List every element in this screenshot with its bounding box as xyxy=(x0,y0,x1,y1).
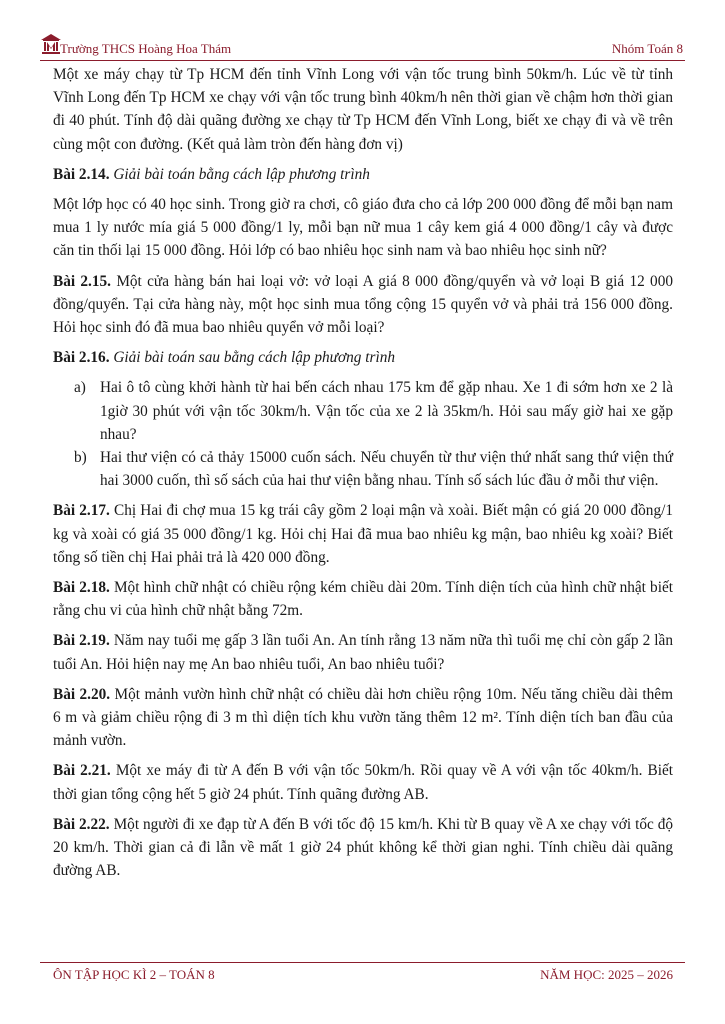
problem-2-15 xyxy=(53,270,673,340)
intro-problem: Một xe máy chạy từ Tp HCM đến tỉnh Vĩnh Long với vận tốc trung bình 50km/h. Lúc về từ tỉnh Vĩnh Long đến Tp HCM xe chạy với vận tốc trung bình 40km/h nên thời gian về chậm hơn thời gian đi 40 phút. Tính độ dài quãng đường xe chạy từ Tp HCM đến Vĩnh Long, biết xe chạy đi và về trên cùng một con đường. (Kết quả làm tròn đến hàng đơn vị) xyxy=(53,66,673,153)
problem-label: Bài 2.15. xyxy=(53,272,111,290)
school-name: Trường THCS Hoàng Hoa Thám xyxy=(60,41,232,56)
problem-instruction: Giải bài toán sau bằng cách lập phương trình xyxy=(113,349,396,367)
problem-text: Chị Hai đi chợ mua 15 kg trái cây gồm 2 loại mận và xoài. Biết mận có giá 20 000 đồng/1 kg và xoài có giá 35 000 đồng/1 kg. Hỏi chị Hai đã mua bao nhiêu kg mận, bao nhiêu kg xoài? Biết tổng số tiền chị Hai phải trả là 420 000 đồng. xyxy=(53,502,673,566)
problem-label: Bài 2.18. xyxy=(53,579,110,597)
school-logo-icon xyxy=(40,32,62,56)
footer-school-year: NĂM HỌC: 2025 – 2026 xyxy=(540,967,673,982)
problem-2-16-b xyxy=(53,446,673,492)
problem-label: Bài 2.14. xyxy=(53,165,110,183)
problem-text: Một xe máy đi từ A đến B với vận tốc 50km/h. Rồi quay về A với vận tốc 40km/h. Biết thời gian tổng cộng hết 5 giờ 24 phút. Tính quãng đường AB. xyxy=(53,762,673,803)
list-marker: b) xyxy=(74,449,87,467)
problem-text: Một cửa hàng bán hai loại vở: vở loại A giá 8 000 đồng/quyển và vở loại B giá 12 000 đồng/quyển. Tại cửa hàng này, một học sinh mua tổng cộng 15 quyển vở và phải trả 156 000 đồng. Hỏi học sinh đó đã mua bao nhiêu quyển vở mỗi loại? xyxy=(53,272,673,337)
problem-2-20 xyxy=(53,683,673,753)
problem-2-14-heading xyxy=(53,163,673,186)
problem-2-19 xyxy=(53,629,673,675)
problem-text: Năm nay tuổi mẹ gấp 3 lần tuổi An. An tính rằng 13 năm nữa thì tuổi mẹ chỉ còn gấp 2 lần tuổi An. Hỏi hiện nay mẹ An bao nhiêu tuổi, An bao nhiêu tuổi? xyxy=(53,632,673,673)
problem-text: Một người đi xe đạp từ A đến B với tốc độ 15 km/h. Khi từ B quay về A xe chạy với tốc độ 20 km/h. Thời gian cả đi lẫn về mất 1 giờ 24 phút không kể thời gian nghi. Tính chiều dài quãng đường AB. xyxy=(53,815,673,880)
problem-2-22 xyxy=(53,813,673,883)
problem-label: Bài 2.20. xyxy=(53,685,111,703)
problem-label: Bài 2.21. xyxy=(53,762,111,780)
problem-2-16-heading xyxy=(53,346,673,369)
problem-2-17 xyxy=(53,499,673,569)
list-marker: a) xyxy=(74,379,86,397)
subitem-text: Hai thư viện có cả thảy 15000 cuốn sách. Nếu chuyển từ thư viện thứ nhất sang thứ viện thứ hai 3000 cuốn, thì số sách của hai thư viện bằng nhau. Tính số sách lúc đầu ở mỗi thư viện. xyxy=(100,449,673,490)
problem-2-14-text: Một lớp học có 40 học sinh. Trong giờ ra chơi, cô giáo đưa cho cả lớp 200 000 đồng để mỗi bạn nam mua 1 ly nước mía giá 5 000 đồng/1 ly, mỗi bạn nữ mua 1 cây kem giá 4 000 đồng/1 cây và được căn tin thối lại 15 000 đồng. Hỏi lớp có bao nhiêu học sinh nam và bao nhiêu học sinh nữ? xyxy=(53,196,673,260)
problem-2-16-a xyxy=(53,376,673,446)
problem-text: Một mảnh vườn hình chữ nhật có chiều dài hơn chiều rộng 10m. Nếu tăng chiều dài thêm 6 m và giảm chiều rộng đi 3 m thì diện tích khu vườn tăng thêm 12 m². Tính diện tích ban đầu của mảnh vườn. xyxy=(53,685,673,750)
footer-course: ÔN TẬP HỌC KÌ 2 – TOÁN 8 xyxy=(53,967,215,982)
subitem-text: Hai ô tô cùng khởi hành từ hai bến cách nhau 175 km để gặp nhau. Xe 1 đi sớm hơn xe 2 là 1giờ 30 phút với vận tốc 30km/h. Vận tốc của xe 2 là 35km/h. Hỏi sau mấy giờ hai xe gặp nhau? xyxy=(100,379,673,443)
header-divider xyxy=(40,60,685,61)
problem-2-18 xyxy=(53,576,673,622)
group-name: Nhóm Toán 8 xyxy=(611,41,683,56)
problem-label: Bài 2.17. xyxy=(53,502,110,520)
problem-label: Bài 2.22. xyxy=(53,815,110,833)
footer-divider xyxy=(40,962,685,963)
problem-label: Bài 2.19. xyxy=(53,632,110,650)
page-header xyxy=(40,34,685,60)
problem-instruction: Giải bài toán bằng cách lập phương trình xyxy=(113,165,370,183)
problem-2-21 xyxy=(53,759,673,805)
problem-text: Một hình chữ nhật có chiều rộng kém chiều dài 20m. Tính diện tích của hình chữ nhật biết rằng chu vi của hình chữ nhật bằng 72m. xyxy=(53,579,673,620)
problem-label: Bài 2.16. xyxy=(53,349,110,367)
problem-2-16-parts xyxy=(53,376,673,492)
document-body xyxy=(53,63,673,890)
